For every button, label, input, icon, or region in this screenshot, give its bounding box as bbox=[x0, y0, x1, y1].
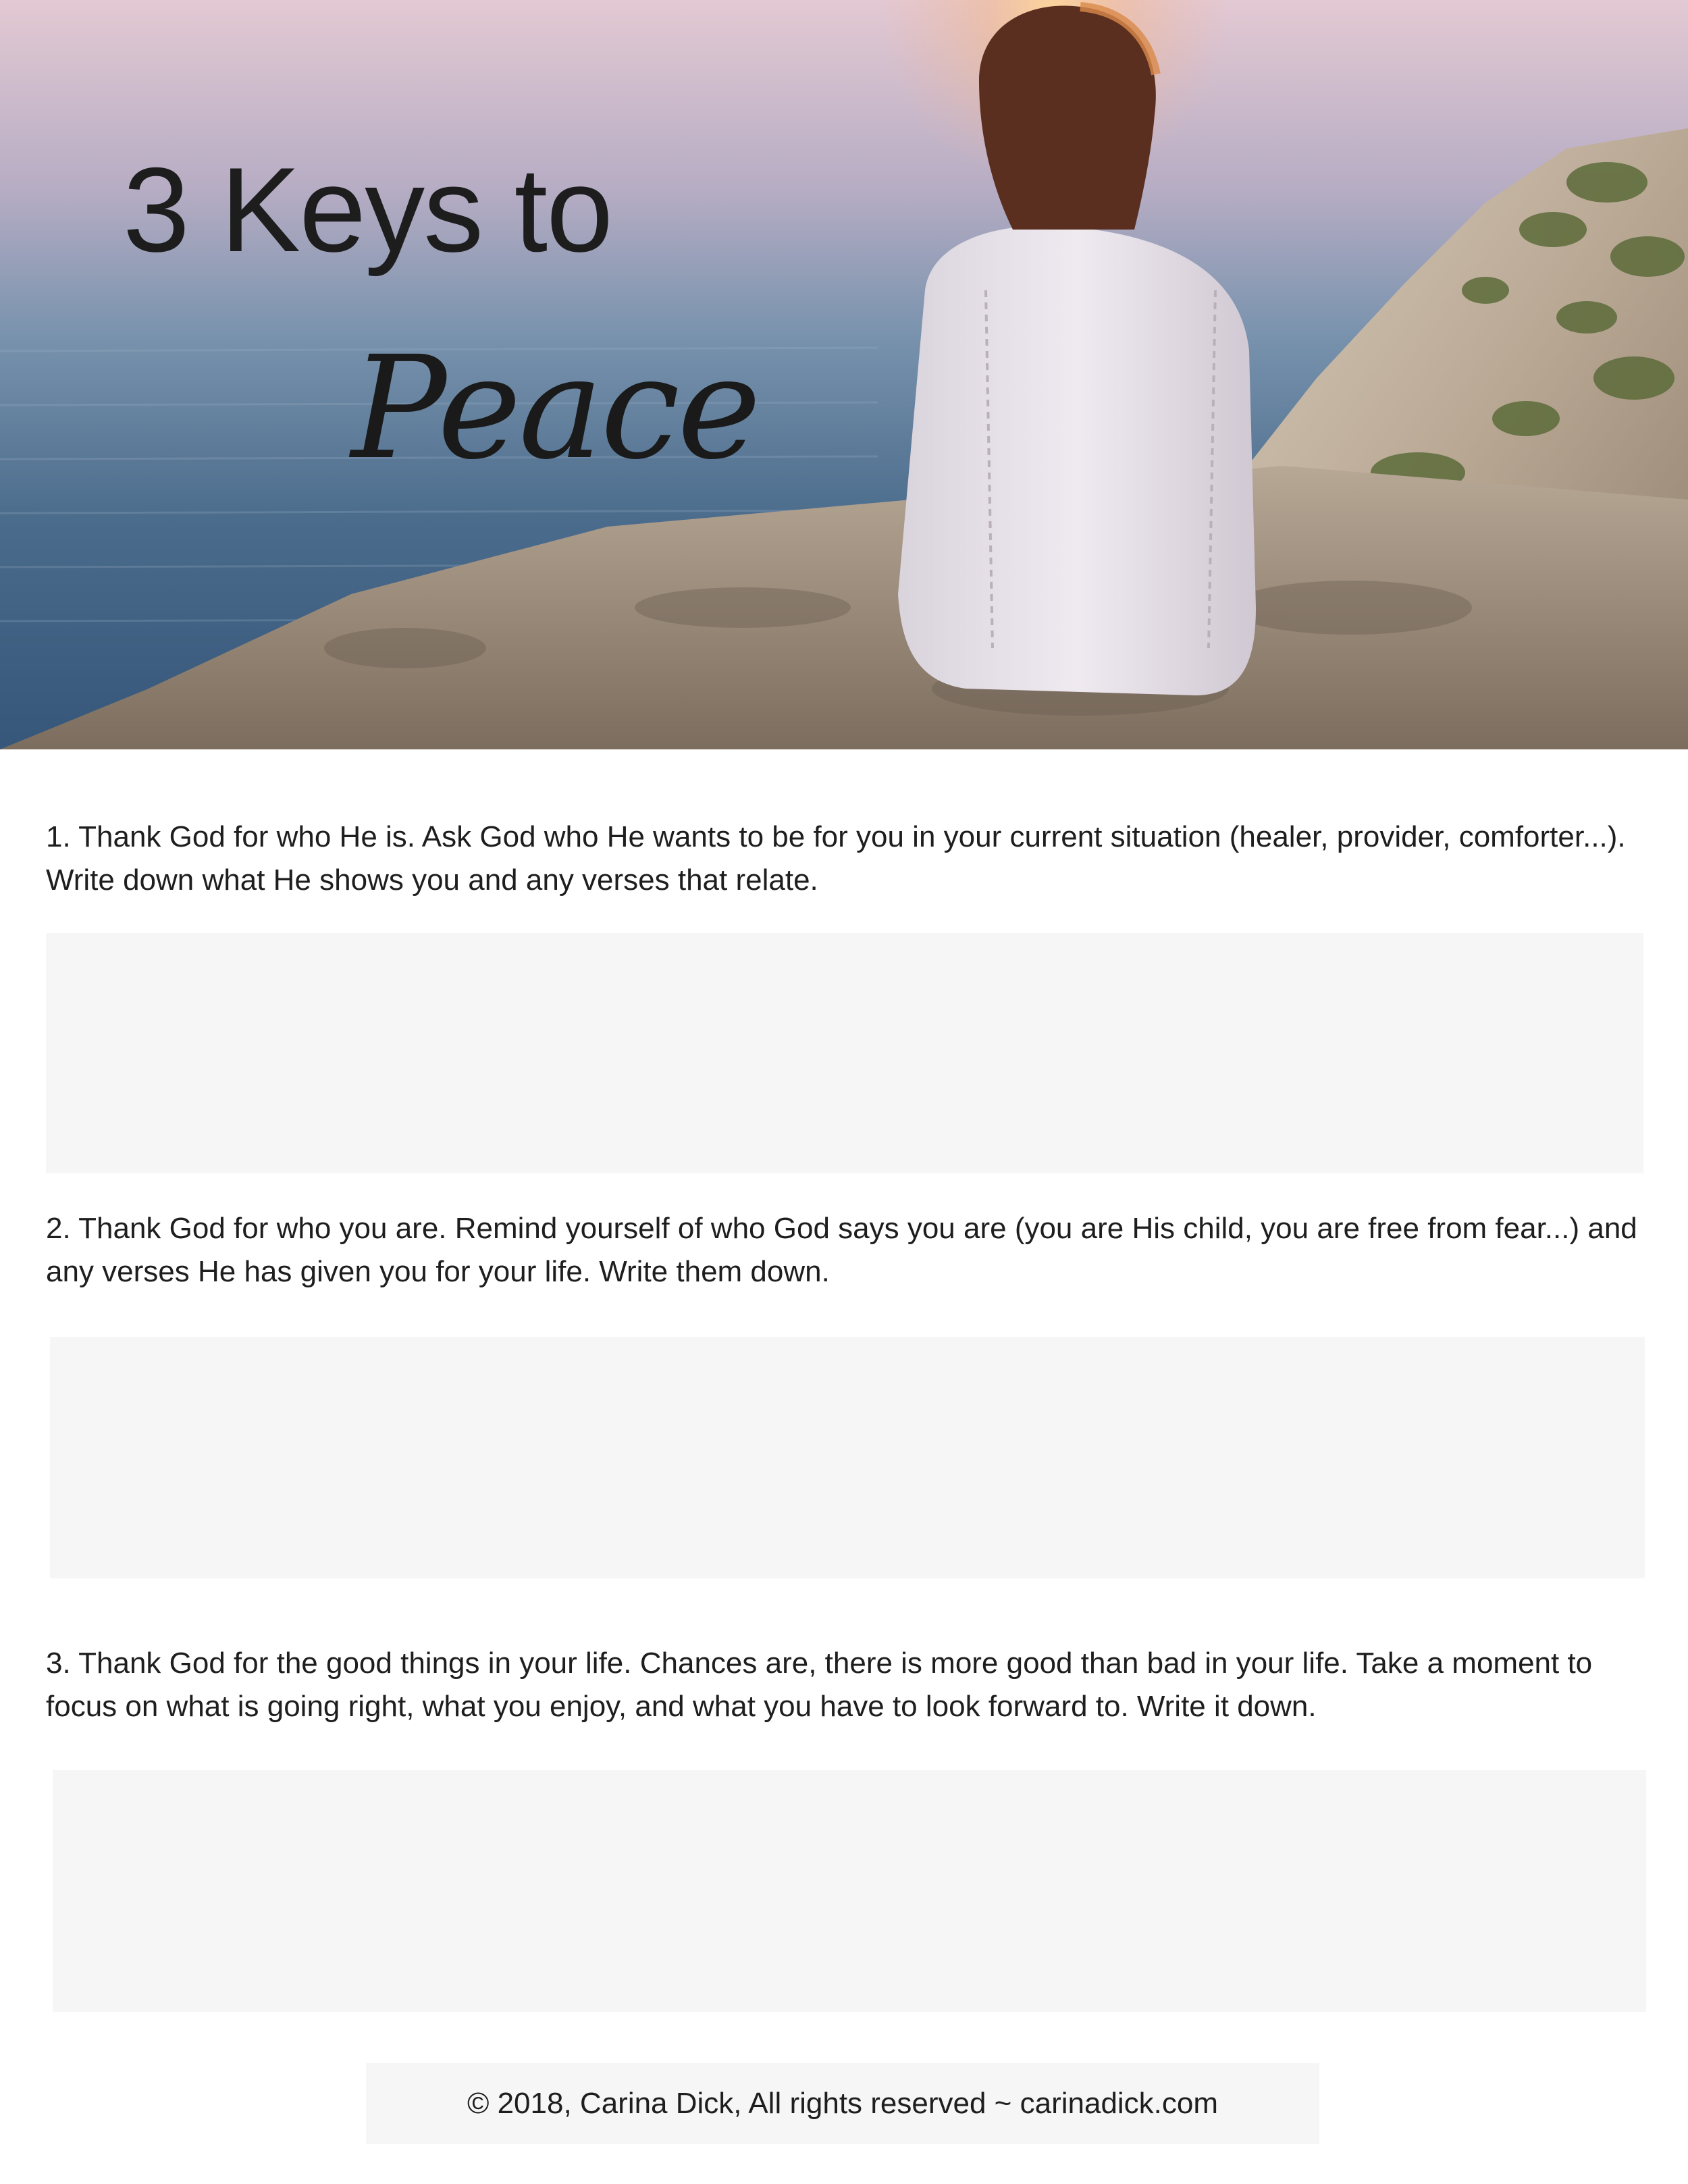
answer-box-2[interactable] bbox=[50, 1337, 1645, 1578]
copyright-text: © 2018, Carina Dick, All rights reserved ~ carinadick.com bbox=[467, 2087, 1219, 2120]
answer-box-1[interactable] bbox=[46, 933, 1643, 1173]
hero-illustration bbox=[0, 0, 1688, 749]
title-line-2: Peace bbox=[351, 325, 759, 491]
hero-image bbox=[0, 0, 1688, 749]
prompt-2: 2. Thank God for who you are. Remind yourself of who God says you are (you are His child, you are free from fear...) and any verses He has given you for your life. Write them down. bbox=[46, 1212, 1637, 1288]
copyright-footer bbox=[366, 2063, 1319, 2144]
title-line-1: 3 Keys to bbox=[123, 142, 612, 277]
prompt-1: 1. Thank God for who He is. Ask God who He wants to be for you in your current situation (healer, provider, comforter...). Write down what He shows you and any verses that relate. bbox=[46, 820, 1626, 897]
answer-box-3[interactable] bbox=[53, 1770, 1646, 2012]
prompt-3: 3. Thank God for the good things in your life. Chances are, there is more good than bad in your life. Take a moment to focus on what is going right, what you enjoy, and what you have to look forward to. Write it down. bbox=[46, 1647, 1593, 1723]
